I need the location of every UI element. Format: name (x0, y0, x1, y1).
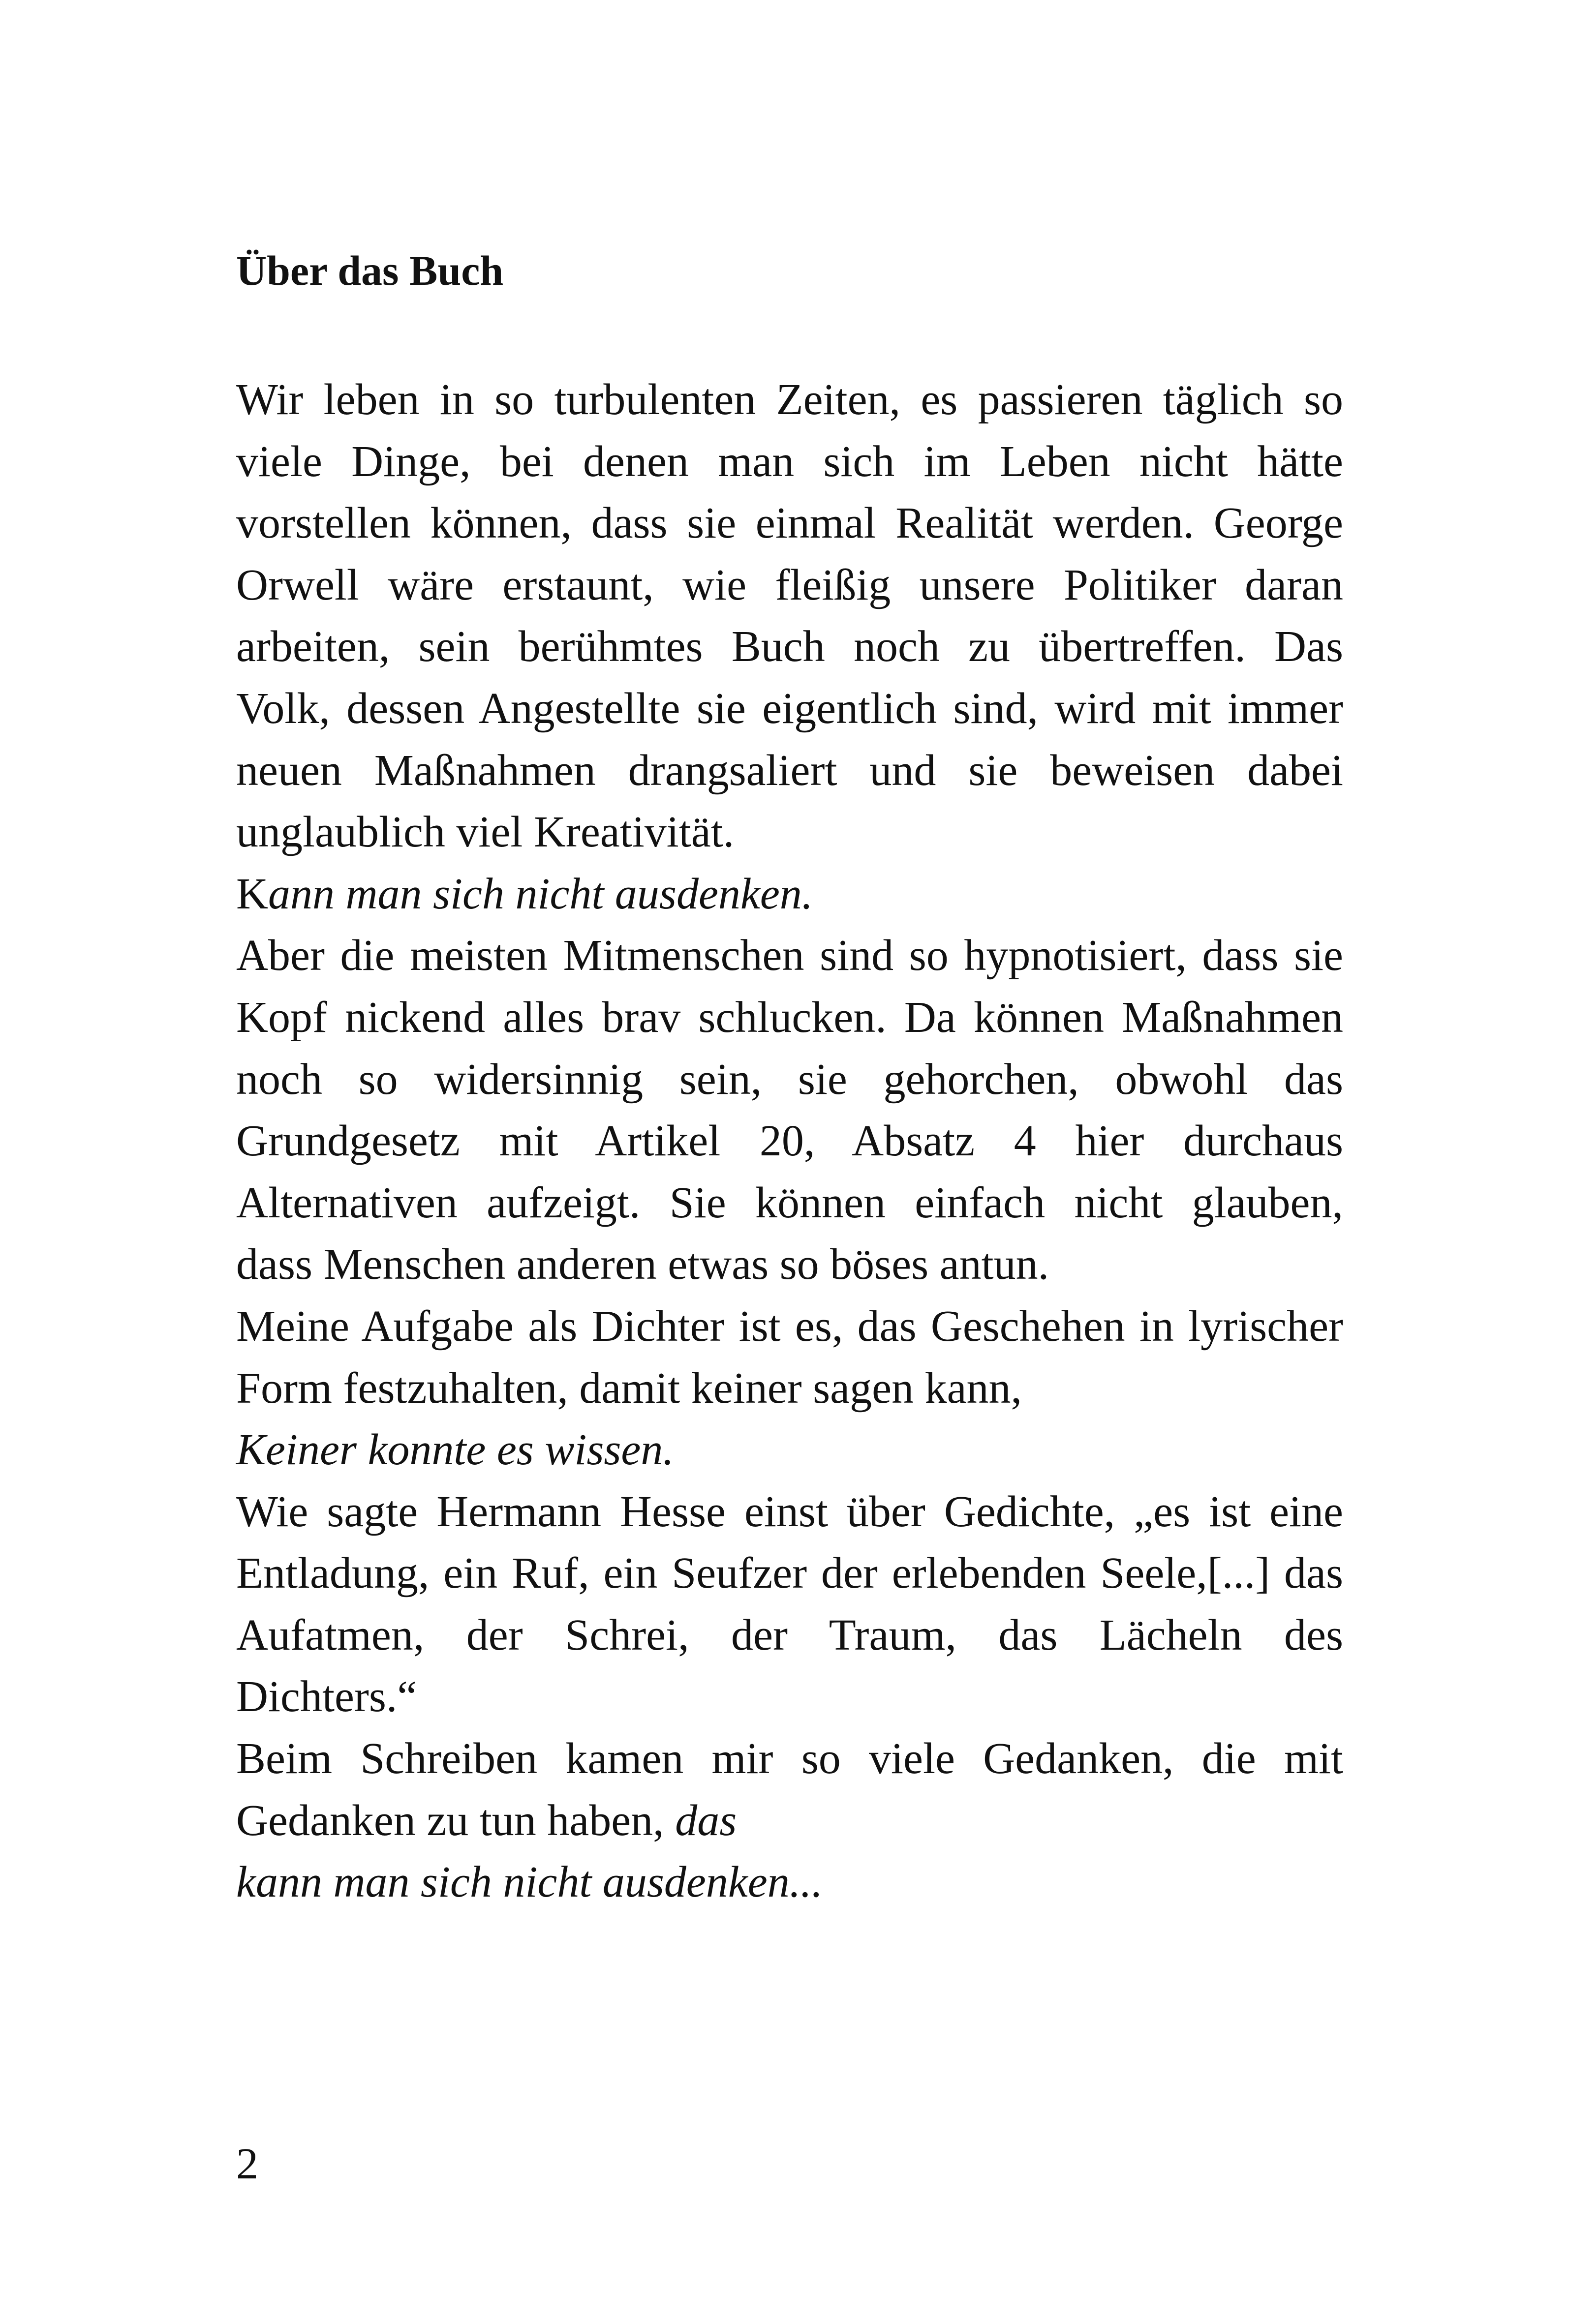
text-line (236, 492, 1343, 554)
text-line (236, 1234, 1343, 1296)
text-line (236, 1851, 1343, 1913)
line-text: Meine Aufgabe als Dichter ist es, das Geschehen in lyrischer (236, 1301, 1343, 1351)
text-line (236, 1049, 1343, 1111)
text-line (236, 369, 1343, 431)
text-line (236, 1790, 1343, 1852)
text-line (236, 987, 1343, 1049)
page-heading: Über das Buch (236, 247, 504, 294)
line-text: Alternativen aufzeigt. Sie können einfach nicht glauben, (236, 1178, 1343, 1227)
text-line (236, 616, 1343, 678)
line-text: dass Menschen anderen etwas so böses antun. (236, 1240, 1049, 1289)
text-line (236, 1358, 1343, 1419)
line-text: Wir leben in so turbulenten Zeiten, es passieren täglich so (236, 375, 1343, 424)
text-line (236, 1728, 1343, 1790)
text-line (236, 431, 1343, 493)
line-text: K (236, 869, 268, 918)
text-line (236, 1172, 1343, 1234)
line-text: Gedanken zu tun haben, (236, 1796, 676, 1845)
italic-text: ann man sich nicht ausdenken. (268, 869, 813, 918)
line-text: Aber die meisten Mitmenschen sind so hypnotisiert, dass sie (236, 931, 1343, 980)
line-text: unglaublich viel Kreativität. (236, 808, 735, 857)
text-line (236, 863, 1343, 925)
line-text: noch so widersinnig sein, sie gehorchen, obwohl das (236, 1055, 1343, 1104)
line-text: Wie sagte Hermann Hesse einst über Gedichte, „es ist eine (236, 1487, 1343, 1536)
text-line (236, 1110, 1343, 1172)
italic-text: kann man sich nicht ausdenken... (236, 1858, 823, 1907)
italic-text: das (675, 1796, 737, 1845)
body-text (236, 369, 1343, 1913)
line-text: arbeiten, sein berühmtes Buch noch zu übertreffen. Das (236, 622, 1343, 671)
text-line (236, 1604, 1343, 1666)
text-line (236, 1481, 1343, 1543)
line-text: Grundgesetz mit Artikel 20, Absatz 4 hier durchaus (236, 1117, 1343, 1166)
line-text: Aufatmen, der Schrei, der Traum, das Lächeln des (236, 1610, 1343, 1660)
text-line (236, 1542, 1343, 1604)
line-text: vorstellen können, dass sie einmal Realität werden. George (236, 499, 1343, 548)
text-line (236, 925, 1343, 987)
line-text: Beim Schreiben kamen mir so viele Gedanken, die mit (236, 1734, 1343, 1783)
text-line (236, 1296, 1343, 1358)
line-text: Dichters.“ (236, 1672, 417, 1721)
line-text: Volk, dessen Angestellte sie eigentlich sind, wird mit immer (236, 684, 1343, 733)
italic-text: Keiner konnte es wissen. (236, 1425, 674, 1475)
text-line (236, 678, 1343, 740)
text-line (236, 740, 1343, 802)
book-page (236, 0, 1343, 2324)
text-line (236, 801, 1343, 863)
line-text: Form festzuhalten, damit keiner sagen kann, (236, 1363, 1022, 1413)
text-line (236, 1419, 1343, 1481)
line-text: neuen Maßnahmen drangsaliert und sie beweisen dabei (236, 746, 1343, 795)
line-text: Orwell wäre erstaunt, wie fleißig unsere Politiker daran (236, 560, 1343, 609)
line-text: viele Dinge, bei denen man sich im Leben nicht hätte (236, 437, 1343, 486)
text-line (236, 554, 1343, 616)
line-text: Kopf nickend alles brav schlucken. Da können Maßnahmen (236, 993, 1343, 1042)
line-text: Entladung, ein Ruf, ein Seufzer der erlebenden Seele,[...] das (236, 1549, 1343, 1598)
page-number: 2 (236, 2140, 258, 2188)
text-line (236, 1666, 1343, 1728)
